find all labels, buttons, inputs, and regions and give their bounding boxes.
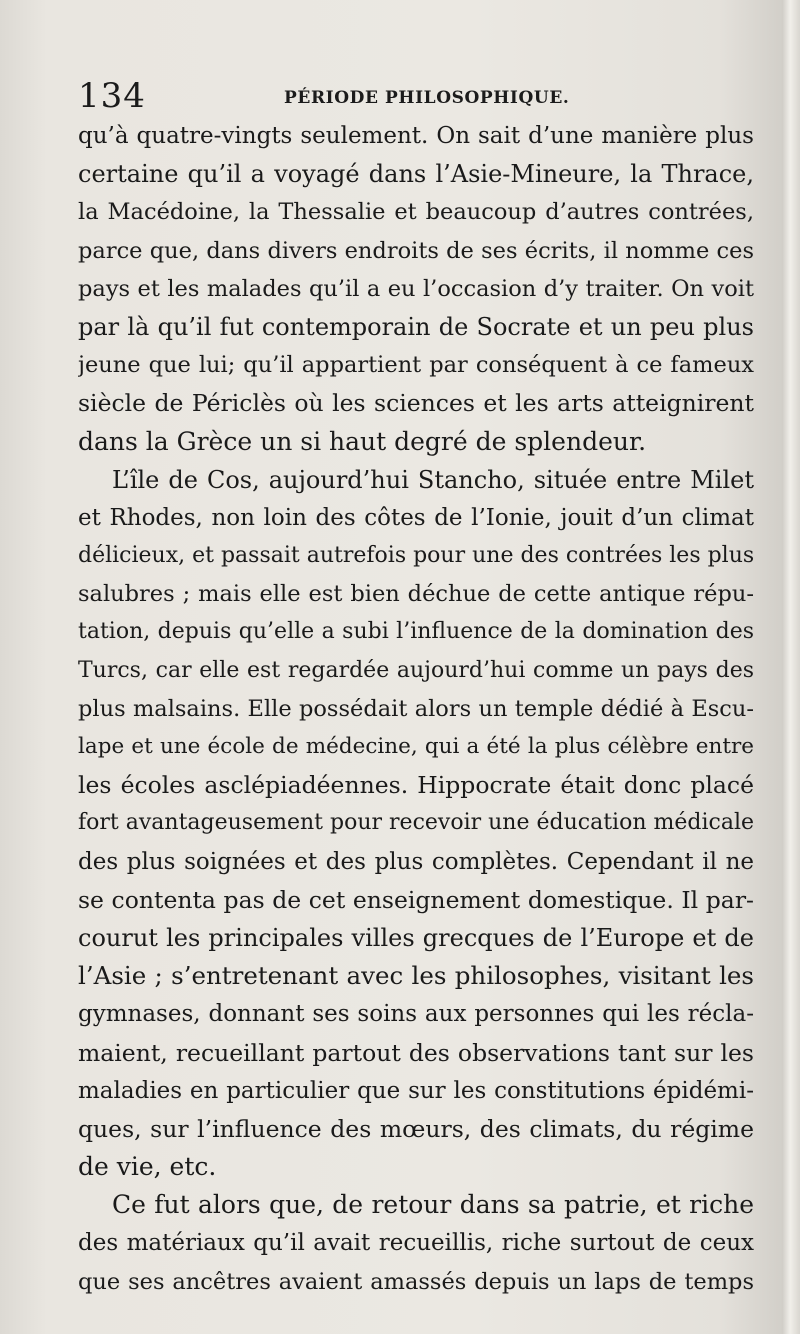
text-line: ques, sur l’influence des mœurs, des climats, du régime — [78, 1114, 754, 1143]
text-line: maladies en particulier que sur les constitutions épidémi- — [78, 1077, 754, 1104]
text-line: par là qu’il fut contemporain de Socrate et un peu plus — [78, 312, 754, 341]
text-line: l’Asie ; s’entretenant avec les philosophes, visitant les — [78, 961, 754, 991]
text-line: tation, depuis qu’elle a subi l’influence de la domination des — [78, 619, 754, 645]
page-number: 134 — [78, 76, 146, 116]
text-line: des plus soignées et des plus complètes. Cependant il ne — [78, 848, 754, 875]
text-line: la Macédoine, la Thessalie et beaucoup d’autres contrées, — [78, 199, 754, 226]
text-line: Ce fut alors que, de retour dans sa patrie, et riche — [112, 1190, 754, 1220]
text-line: courut les principales villes grecques de l’Europe et de — [78, 923, 754, 952]
text-line: plus malsains. Elle possédait alors un temple dédié à Escu- — [78, 695, 754, 722]
page-header — [78, 76, 758, 116]
paragraph-2 — [78, 461, 754, 1187]
paragraph-3 — [78, 1186, 754, 1301]
text-line: salubres ; mais elle est bien déchue de cette antique répu- — [78, 581, 754, 608]
text-line: de vie, etc. — [78, 1152, 217, 1182]
text-line: fort avantageusement pour recevoir une éducation médicale — [78, 810, 754, 836]
text-line: dans la Grèce un si haut degré de splendeur. — [78, 426, 647, 456]
paragraph-1 — [78, 117, 754, 461]
text-line: délicieux, et passait autrefois pour une des contrées les plus — [78, 543, 754, 569]
running-head: PÉRIODE PHILOSOPHIQUE. — [284, 88, 570, 108]
text-line: lape et une école de médecine, qui a été la plus célèbre entre — [78, 734, 754, 759]
text-line: certaine qu’il a voyagé dans l’Asie-Mineure, la Thrace, — [78, 160, 754, 189]
text-line: jeune que lui; qu’il appartient par conséquent à ce fameux — [78, 352, 754, 379]
body-text — [78, 117, 754, 1301]
text-line: et Rhodes, non loin des côtes de l’Ionie, jouit d’un climat — [78, 504, 754, 531]
text-line: maient, recueillant partout des observations tant sur les — [78, 1038, 754, 1067]
text-line: les écoles asclépiadéennes. Hippocrate était donc placé — [78, 771, 754, 800]
text-line: des matériaux qu’il avait recueillis, riche surtout de ceux — [78, 1230, 754, 1257]
text-line: que ses ancêtres avaient amassés depuis un laps de temps — [78, 1268, 754, 1295]
text-line: se contenta pas de cet enseignement domestique. Il par- — [78, 885, 754, 914]
text-line: parce que, dans divers endroits de ses écrits, il nomme ces — [78, 237, 754, 264]
text-line: L’île de Cos, aujourd’hui Stancho, située entre Milet — [112, 465, 754, 494]
text-line: gymnases, donnant ses soins aux personnes qui les récla- — [78, 1001, 754, 1028]
text-line: qu’à quatre-vingts seulement. On sait d’une manière plus — [78, 123, 754, 149]
page-edge — [782, 0, 800, 1334]
text-line: siècle de Périclès où les sciences et les arts atteignirent — [78, 389, 754, 418]
text-line: pays et les malades qu’il a eu l’occasion d’y traiter. On voit — [78, 275, 754, 302]
text-line: Turcs, car elle est regardée aujourd’hui comme un pays des — [78, 657, 754, 683]
